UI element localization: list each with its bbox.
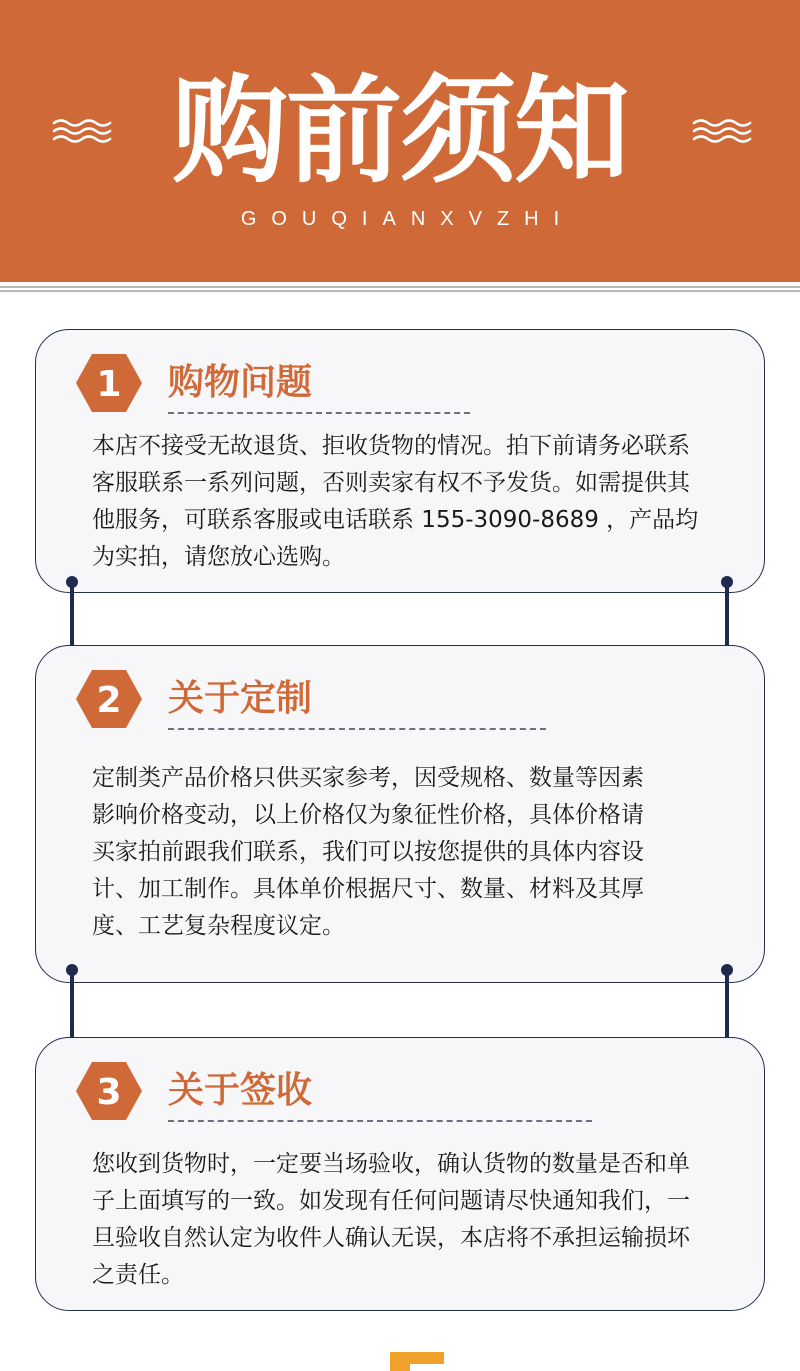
- footer-decoration: [390, 1352, 444, 1371]
- dashed-divider: [168, 728, 546, 730]
- connector-dot: [721, 576, 733, 588]
- svg-text:2: 2: [96, 680, 122, 721]
- notice-card-shopping: [35, 329, 765, 593]
- connector-dot: [66, 964, 78, 976]
- body-line: 度、工艺复杂程度议定。: [92, 913, 345, 939]
- section-body: [92, 1146, 728, 1294]
- svg-text:1: 1: [96, 364, 122, 405]
- body-line: 客服联系一系列问题，否则卖家有权不予发货。如需提供其: [92, 470, 690, 496]
- divider-line: [0, 286, 800, 288]
- body-line: 影响价格变动，以上价格仅为象征性价格，具体价格请: [92, 802, 644, 828]
- number-badge: [76, 354, 142, 412]
- connector-dot: [721, 964, 733, 976]
- section-body: [92, 428, 728, 576]
- body-line: 之责任。: [92, 1262, 184, 1288]
- body-line: 本店不接受无故退货、拒收货物的情况。拍下前请务必联系: [92, 433, 690, 459]
- body-line: 子上面填写的一致。如发现有任何问题请尽快通知我们，一: [92, 1188, 690, 1214]
- body-line: 买家拍前跟我们联系，我们可以按您提供的具体内容设: [92, 839, 644, 865]
- body-line: 他服务，可联系客服或电话联系 155-3090-8689 ，产品均: [92, 507, 699, 533]
- section-title: 关于签收: [168, 1070, 313, 1111]
- dashed-divider: [168, 412, 470, 414]
- wave-icon: [692, 118, 752, 144]
- page-subtitle: GOUQIANXVZHI: [240, 208, 575, 230]
- number-badge: [76, 670, 142, 728]
- page-title: 购前须知: [172, 64, 628, 199]
- body-line: 为实拍，请您放心选购。: [92, 544, 345, 570]
- section-title: 购物问题: [168, 362, 313, 403]
- body-line: 定制类产品价格只供买家参考，因受规格、数量等因素: [92, 765, 644, 791]
- connector-dot: [66, 576, 78, 588]
- section-body: [92, 760, 728, 945]
- notice-card-receipt: [35, 1037, 765, 1311]
- notice-card-customization: [35, 645, 765, 983]
- body-line: 旦验收自然认定为收件人确认无误，本店将不承担运输损坏: [92, 1225, 690, 1251]
- body-line: 计、加工制作。具体单价根据尺寸、数量、材料及其厚: [92, 876, 644, 902]
- dashed-divider: [168, 1120, 592, 1122]
- section-title: 关于定制: [168, 678, 313, 719]
- header-banner: [0, 0, 800, 282]
- body-line: 您收到货物时，一定要当场验收，确认货物的数量是否和单: [92, 1151, 690, 1177]
- connector-line: [725, 970, 729, 1046]
- svg-text:3: 3: [96, 1072, 122, 1113]
- divider-line: [0, 290, 800, 292]
- number-badge: [76, 1062, 142, 1120]
- connector-line: [70, 970, 74, 1046]
